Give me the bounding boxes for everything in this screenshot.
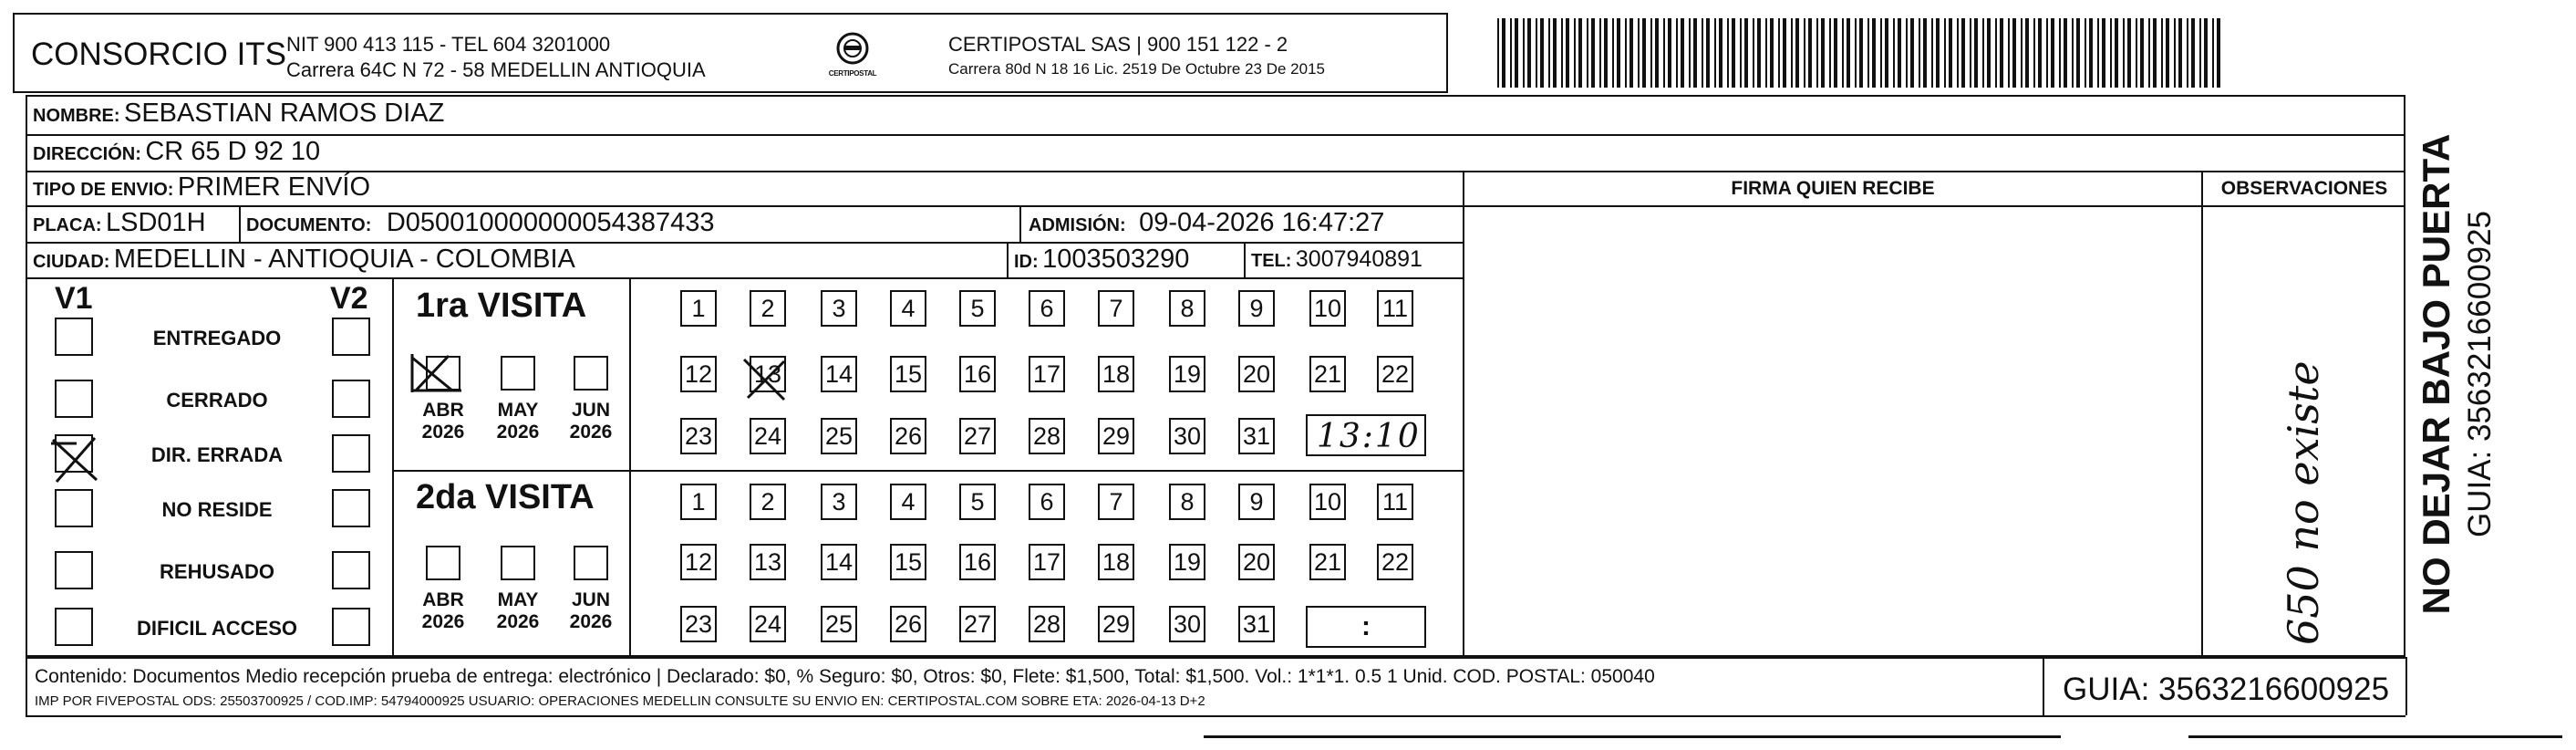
barcode-bar	[1574, 18, 1576, 88]
side-warning: NO DEJAR BAJO PUERTA	[2415, 133, 2457, 615]
first-visit-day-box[interactable]: 9	[1238, 290, 1275, 327]
barcode-bar	[1821, 18, 1825, 88]
barcode	[1495, 18, 2225, 88]
barcode-bar	[1536, 18, 1537, 88]
second-visit-day-box[interactable]: 3	[821, 484, 857, 520]
status-v1-checkbox[interactable]	[55, 318, 93, 356]
barcode-bar	[1612, 18, 1614, 88]
nombre-row	[33, 99, 444, 129]
barcode-bar	[1740, 18, 1742, 88]
barcode-bar	[2033, 18, 2035, 88]
first-visit-day-box[interactable]: 24	[750, 418, 786, 454]
second-visit-day-box[interactable]: 31	[1238, 606, 1275, 642]
barcode-bar	[1867, 18, 1869, 88]
barcode-bar	[1681, 18, 1684, 88]
company-name: CONSORCIO ITS	[31, 36, 287, 72]
ciudad-label: CIUDAD:	[33, 252, 110, 272]
certipostal-logo-icon	[825, 29, 880, 75]
status-v1-checkbox[interactable]	[55, 380, 93, 418]
barcode-bar	[1804, 18, 1805, 88]
first-visit-day-box[interactable]: 27	[959, 418, 996, 454]
barcode-bar	[2174, 18, 2176, 88]
barcode-bar	[2217, 18, 2220, 88]
status-label: DIFICIL ACCESO	[136, 617, 297, 640]
barcode-bar	[2199, 18, 2201, 88]
first-visit-day-box[interactable]: 18	[1098, 356, 1134, 392]
barcode-bar	[1757, 18, 1761, 88]
first-visit-month-name: MAY	[497, 400, 539, 421]
id-label: ID:	[1014, 252, 1039, 272]
second-visit-month-name: MAY	[497, 589, 539, 610]
second-visit-time: :	[1361, 611, 1371, 641]
status-v2-checkbox[interactable]	[332, 551, 370, 589]
barcode-bar	[1502, 18, 1505, 88]
second-visit-day-box[interactable]: 9	[1238, 484, 1275, 520]
barcode-bar	[1961, 18, 1965, 88]
status-v1-checkbox[interactable]	[55, 489, 93, 527]
barcode-bar	[2115, 18, 2118, 88]
admision-value: 09-04-2026 16:47:27	[1139, 208, 1385, 237]
barcode-bar	[2097, 18, 2099, 88]
second-visit-day-box[interactable]: 7	[1098, 484, 1134, 520]
firma-header: FIRMA QUIEN RECIBE	[1731, 178, 1935, 199]
second-visit-month-year: 2026	[496, 611, 540, 632]
status-v1-checkbox[interactable]	[55, 551, 93, 589]
barcode-bar	[1847, 18, 1850, 88]
first-visit-day-box[interactable]: 22	[1377, 356, 1413, 392]
placa-value: LSD01H	[106, 208, 206, 237]
status-label: REHUSADO	[160, 560, 274, 583]
second-visit-day-box[interactable]: 5	[959, 484, 996, 520]
first-visit-day-box[interactable]: 20	[1238, 356, 1275, 392]
barcode-bar	[2046, 18, 2048, 88]
second-visit-month-checkbox[interactable]	[501, 546, 535, 580]
first-visit-day-box[interactable]: 15	[890, 356, 926, 392]
first-visit-day-box[interactable]: 5	[959, 290, 996, 327]
barcode-bar	[1906, 18, 1908, 88]
barcode-bar	[2123, 18, 2125, 88]
first-visit-day-box[interactable]: 13	[750, 356, 786, 392]
second-visit-day-box[interactable]: 20	[1238, 544, 1275, 580]
barcode-bar	[2153, 18, 2157, 88]
second-visit-day-box[interactable]: 14	[821, 544, 857, 580]
tipo-value: PRIMER ENVÍO	[177, 172, 371, 202]
barcode-bar	[2212, 18, 2214, 88]
direccion-label: DIRECCIÓN:	[33, 144, 141, 164]
barcode-bar	[1910, 18, 1914, 88]
first-visit-day-box[interactable]: 29	[1098, 418, 1134, 454]
barcode-bar	[1548, 18, 1550, 88]
first-visit-month-name: ABR	[422, 400, 464, 421]
barcode-bar	[2051, 18, 2054, 88]
direccion-value: CR 65 D 92 10	[145, 137, 321, 166]
barcode-bar	[1987, 18, 1991, 88]
first-visit-day-box[interactable]: 2	[750, 290, 786, 327]
tel-value: 3007940891	[1295, 246, 1422, 272]
barcode-bar	[2102, 18, 2105, 88]
second-visit-month-year: 2026	[421, 611, 465, 632]
barcode-bar	[1693, 18, 1697, 88]
barcode-bar	[1842, 18, 1844, 88]
second-visit-day-box[interactable]: 19	[1169, 544, 1205, 580]
first-visit-month-name: JUN	[571, 400, 610, 421]
status-label: ENTREGADO	[152, 327, 282, 349]
footer-guia: GUIA: 3563216600925	[2063, 672, 2390, 707]
second-visit-time-box	[1306, 606, 1426, 648]
second-visit-month-checkbox[interactable]	[426, 546, 460, 580]
barcode-bar	[1617, 18, 1620, 88]
first-visit-day-box[interactable]: 14	[821, 356, 857, 392]
second-visit-day-box[interactable]: 26	[890, 606, 926, 642]
second-visit-day-box[interactable]: 12	[680, 544, 717, 580]
barcode-bar	[1497, 18, 1499, 88]
company-nit: NIT 900 413 115 - TEL 604 3201000	[286, 33, 611, 56]
status-v2-checkbox[interactable]	[332, 489, 370, 527]
barcode-bar	[1719, 18, 1723, 88]
barcode-bar	[1957, 18, 1959, 88]
first-visit-day-box[interactable]: 10	[1309, 290, 1346, 327]
ciudad-row	[33, 245, 575, 275]
barcode-bar	[1765, 18, 1767, 88]
second-visit-day-box[interactable]: 11	[1377, 484, 1413, 520]
barcode-bar	[1816, 18, 1818, 88]
barcode-bar	[1587, 18, 1588, 88]
barcode-bar	[1970, 18, 1971, 88]
documento-row	[246, 208, 715, 238]
first-visit-month-year: 2026	[421, 422, 465, 443]
first-visit-day-box[interactable]: 3	[821, 290, 857, 327]
second-visit-day-box[interactable]: 27	[959, 606, 996, 642]
barcode-bar	[1834, 18, 1837, 88]
barcode-bar	[1727, 18, 1729, 88]
id-row	[1014, 245, 1189, 275]
first-visit-month-year: 2026	[569, 422, 613, 443]
barcode-bar	[1689, 18, 1691, 88]
barcode-bar	[1795, 18, 1799, 88]
barcode-bar	[1931, 18, 1933, 88]
second-visit-day-box[interactable]: 2	[750, 484, 786, 520]
second-visit-day-box[interactable]: 30	[1169, 606, 1205, 642]
status-label: NO RESIDE	[161, 498, 273, 521]
barcode-bar	[1706, 18, 1710, 88]
second-visit-day-box[interactable]: 22	[1377, 544, 1413, 580]
first-visit-month-checkbox[interactable]	[574, 356, 608, 391]
placa-label: PLACA:	[33, 215, 102, 235]
second-visit-day-box[interactable]: 23	[680, 606, 717, 642]
first-visit-day-box[interactable]: 11	[1377, 290, 1413, 327]
tipo-row	[33, 172, 370, 203]
first-visit-day-box[interactable]: 26	[890, 418, 926, 454]
first-visit-day-box[interactable]: 31	[1238, 418, 1275, 454]
status-label: CERRADO	[166, 389, 268, 411]
barcode-bar	[1974, 18, 1978, 88]
status-v2-checkbox[interactable]	[332, 434, 370, 473]
first-visit-day-box[interactable]: 16	[959, 356, 996, 392]
logo-caption: CERTIPOSTAL	[828, 69, 877, 78]
barcode-bar	[1770, 18, 1774, 88]
second-visit-day-box[interactable]: 25	[821, 606, 857, 642]
status-v2-checkbox[interactable]	[332, 380, 370, 418]
barcode-bar	[1783, 18, 1786, 88]
admision-label: ADMISIÓN:	[1029, 215, 1126, 235]
barcode-bar	[1629, 18, 1633, 88]
second-visit-day-box[interactable]: 16	[959, 544, 996, 580]
barcode-bar	[1855, 18, 1857, 88]
barcode-bar	[2161, 18, 2163, 88]
barcode-bar	[2012, 18, 2016, 88]
barcode-bar	[1791, 18, 1793, 88]
footer-print-info: IMP POR FIVEPOSTAL ODS: 25503700925 / COD.IMP: 54794000925 USUARIO: OPERACIONES MEDELLIN CONSULTE SU ENVIO EN: CERTIPOSTAL.COM SOBRE ETA: 2026-04-13 D+2	[35, 693, 1205, 709]
barcode-bar	[2136, 18, 2137, 88]
first-visit-day-box[interactable]: 4	[890, 290, 926, 327]
barcode-bar	[1919, 18, 1920, 88]
barcode-bar	[2148, 18, 2150, 88]
second-visit-month-name: JUN	[571, 589, 610, 610]
barcode-bar	[2178, 18, 2182, 88]
barcode-bar	[1625, 18, 1627, 88]
barcode-bar	[1944, 18, 1946, 88]
barcode-bar	[1650, 18, 1652, 88]
second-visit-day-box[interactable]: 15	[890, 544, 926, 580]
v1-heading: V1	[55, 281, 93, 316]
barcode-bar	[1829, 18, 1831, 88]
barcode-bar	[2072, 18, 2074, 88]
barcode-bar	[2000, 18, 2003, 88]
status-label: DIR. ERRADA	[150, 443, 284, 466]
second-visit-month-name: ABR	[422, 589, 464, 610]
first-visit-day-box[interactable]: 25	[821, 418, 857, 454]
barcode-bar	[1753, 18, 1754, 88]
nombre-value: SEBASTIAN RAMOS DIAZ	[124, 99, 445, 128]
tel-row	[1251, 246, 1422, 273]
first-visit-day-box[interactable]: 23	[680, 418, 717, 454]
barcode-bar	[2127, 18, 2131, 88]
barcode-bar	[2166, 18, 2169, 88]
barcode-bar	[2191, 18, 2195, 88]
first-visit-month-checkbox[interactable]	[501, 356, 535, 391]
second-visit-day-box[interactable]: 21	[1309, 544, 1346, 580]
second-visit-day-box[interactable]: 17	[1029, 544, 1065, 580]
first-visit-time: 13:10	[1317, 418, 1421, 455]
documento-value: D050010000000054387433	[386, 208, 715, 237]
barcode-bar	[1561, 18, 1563, 88]
barcode-bar	[2140, 18, 2144, 88]
status-v1-checkbox[interactable]	[55, 608, 93, 646]
barcode-bar	[1885, 18, 1888, 88]
barcode-bar	[1808, 18, 1812, 88]
barcode-bar	[2076, 18, 2080, 88]
status-v2-checkbox[interactable]	[332, 608, 370, 646]
first-visit-month-year: 2026	[496, 422, 540, 443]
first-visit-day-box[interactable]: 19	[1169, 356, 1205, 392]
observaciones-header: OBSERVACIONES	[2220, 178, 2388, 199]
placa-row	[33, 208, 206, 238]
barcode-bar	[1655, 18, 1659, 88]
barcode-bar	[1515, 18, 1518, 88]
barcode-bar	[1642, 18, 1646, 88]
carrier-address: Carrera 80d N 18 16 Lic. 2519 De Octubre 23 De 2015	[948, 60, 1325, 78]
barcode-bar	[1982, 18, 1984, 88]
first-visit-day-box[interactable]: 8	[1169, 290, 1205, 327]
barcode-bar	[1872, 18, 1876, 88]
second-visit-day-box[interactable]: 10	[1309, 484, 1346, 520]
barcode-bar	[2187, 18, 2188, 88]
first-visit-day-box[interactable]: 7	[1098, 290, 1134, 327]
barcode-bar	[2110, 18, 2112, 88]
second-visit-day-box[interactable]: 18	[1098, 544, 1134, 580]
first-visit-day-box[interactable]: 21	[1309, 356, 1346, 392]
second-visit-month-year: 2026	[569, 611, 613, 632]
direccion-row	[33, 137, 320, 167]
barcode-bar	[2059, 18, 2061, 88]
barcode-bar	[1566, 18, 1569, 88]
barcode-bar	[1668, 18, 1671, 88]
documento-label: DOCUMENTO:	[246, 215, 372, 235]
barcode-bar	[2089, 18, 2093, 88]
barcode-bar	[1995, 18, 1997, 88]
first-visit-day-box[interactable]: 28	[1029, 418, 1065, 454]
tel-label: TEL:	[1251, 251, 1292, 271]
first-visit-day-box[interactable]: 1	[680, 290, 717, 327]
barcode-bar	[1949, 18, 1952, 88]
barcode-bar	[2204, 18, 2208, 88]
barcode-bar	[2025, 18, 2029, 88]
footer-content: Contenido: Documentos Medio recepción prueba de entrega: electrónico | Declarado: $0, % Seguro: $0, Otros: $0, Flete: $1,500, Total: $1,500. Vol.: 1*1*1. 0.5 1 Unid. COD. POSTAL: 050040	[35, 666, 1655, 687]
status-v2-checkbox[interactable]	[332, 318, 370, 356]
barcode-bar	[1578, 18, 1582, 88]
second-visit-title: 2da VISITA	[416, 478, 595, 516]
first-visit-day-box[interactable]: 6	[1029, 290, 1065, 327]
second-visit-day-box[interactable]: 1	[680, 484, 717, 520]
first-visit-time-box	[1306, 414, 1426, 456]
barcode-bar	[2085, 18, 2086, 88]
company-address: Carrera 64C N 72 - 58 MEDELLIN ANTIOQUIA	[286, 58, 706, 81]
first-visit-day-box[interactable]: 30	[1169, 418, 1205, 454]
barcode-bar	[1604, 18, 1608, 88]
barcode-bar	[1744, 18, 1748, 88]
barcode-bar	[2008, 18, 2010, 88]
v2-heading: V2	[330, 281, 368, 316]
carrier-name: CERTIPOSTAL SAS | 900 151 122 - 2	[948, 33, 1288, 56]
barcode-bar	[1893, 18, 1895, 88]
barcode-bar	[1732, 18, 1735, 88]
barcode-bar	[2038, 18, 2042, 88]
side-guia: GUIA: 3563216600925	[2462, 210, 2498, 538]
admision-row	[1029, 208, 1384, 238]
second-visit-day-box[interactable]: 8	[1169, 484, 1205, 520]
first-visit-day-box[interactable]: 12	[680, 356, 717, 392]
second-visit-day-box[interactable]: 28	[1029, 606, 1065, 642]
barcode-bar	[1923, 18, 1927, 88]
barcode-bar	[1859, 18, 1863, 88]
nombre-label: NOMBRE:	[33, 106, 120, 126]
second-visit-day-box[interactable]: 24	[750, 606, 786, 642]
id-value: 1003503290	[1042, 245, 1190, 274]
certipostal-logo	[825, 29, 880, 86]
status-v1-checkbox[interactable]	[55, 434, 93, 473]
barcode-bar	[1638, 18, 1640, 88]
barcode-bar	[1676, 18, 1678, 88]
barcode-bar	[1553, 18, 1557, 88]
barcode-bar	[1599, 18, 1601, 88]
barcode-bar	[1540, 18, 1544, 88]
first-visit-day-box[interactable]: 17	[1029, 356, 1065, 392]
barcode-bar	[1898, 18, 1901, 88]
barcode-bar	[1663, 18, 1665, 88]
barcode-bar	[1510, 18, 1512, 88]
first-visit-title: 1ra VISITA	[416, 286, 587, 325]
tipo-label: TIPO DE ENVIO:	[33, 180, 174, 200]
barcode-bar	[2064, 18, 2067, 88]
second-visit-day-box[interactable]: 4	[890, 484, 926, 520]
barcode-bar	[1880, 18, 1882, 88]
barcode-bar	[1527, 18, 1531, 88]
barcode-bar	[1591, 18, 1595, 88]
observation-note: 650 no existe	[2279, 360, 2328, 645]
second-visit-month-checkbox[interactable]	[574, 546, 608, 580]
second-visit-day-box[interactable]: 6	[1029, 484, 1065, 520]
barcode-bar	[1936, 18, 1940, 88]
first-visit-month-checkbox[interactable]	[426, 356, 460, 391]
barcode-bar	[1778, 18, 1780, 88]
barcode-bar	[1523, 18, 1525, 88]
barcode-bar	[1714, 18, 1716, 88]
second-visit-day-box[interactable]: 13	[750, 544, 786, 580]
second-visit-day-box[interactable]: 29	[1098, 606, 1134, 642]
ciudad-value: MEDELLIN - ANTIOQUIA - COLOMBIA	[113, 245, 575, 274]
barcode-bar	[2021, 18, 2023, 88]
barcode-bar	[1702, 18, 1703, 88]
